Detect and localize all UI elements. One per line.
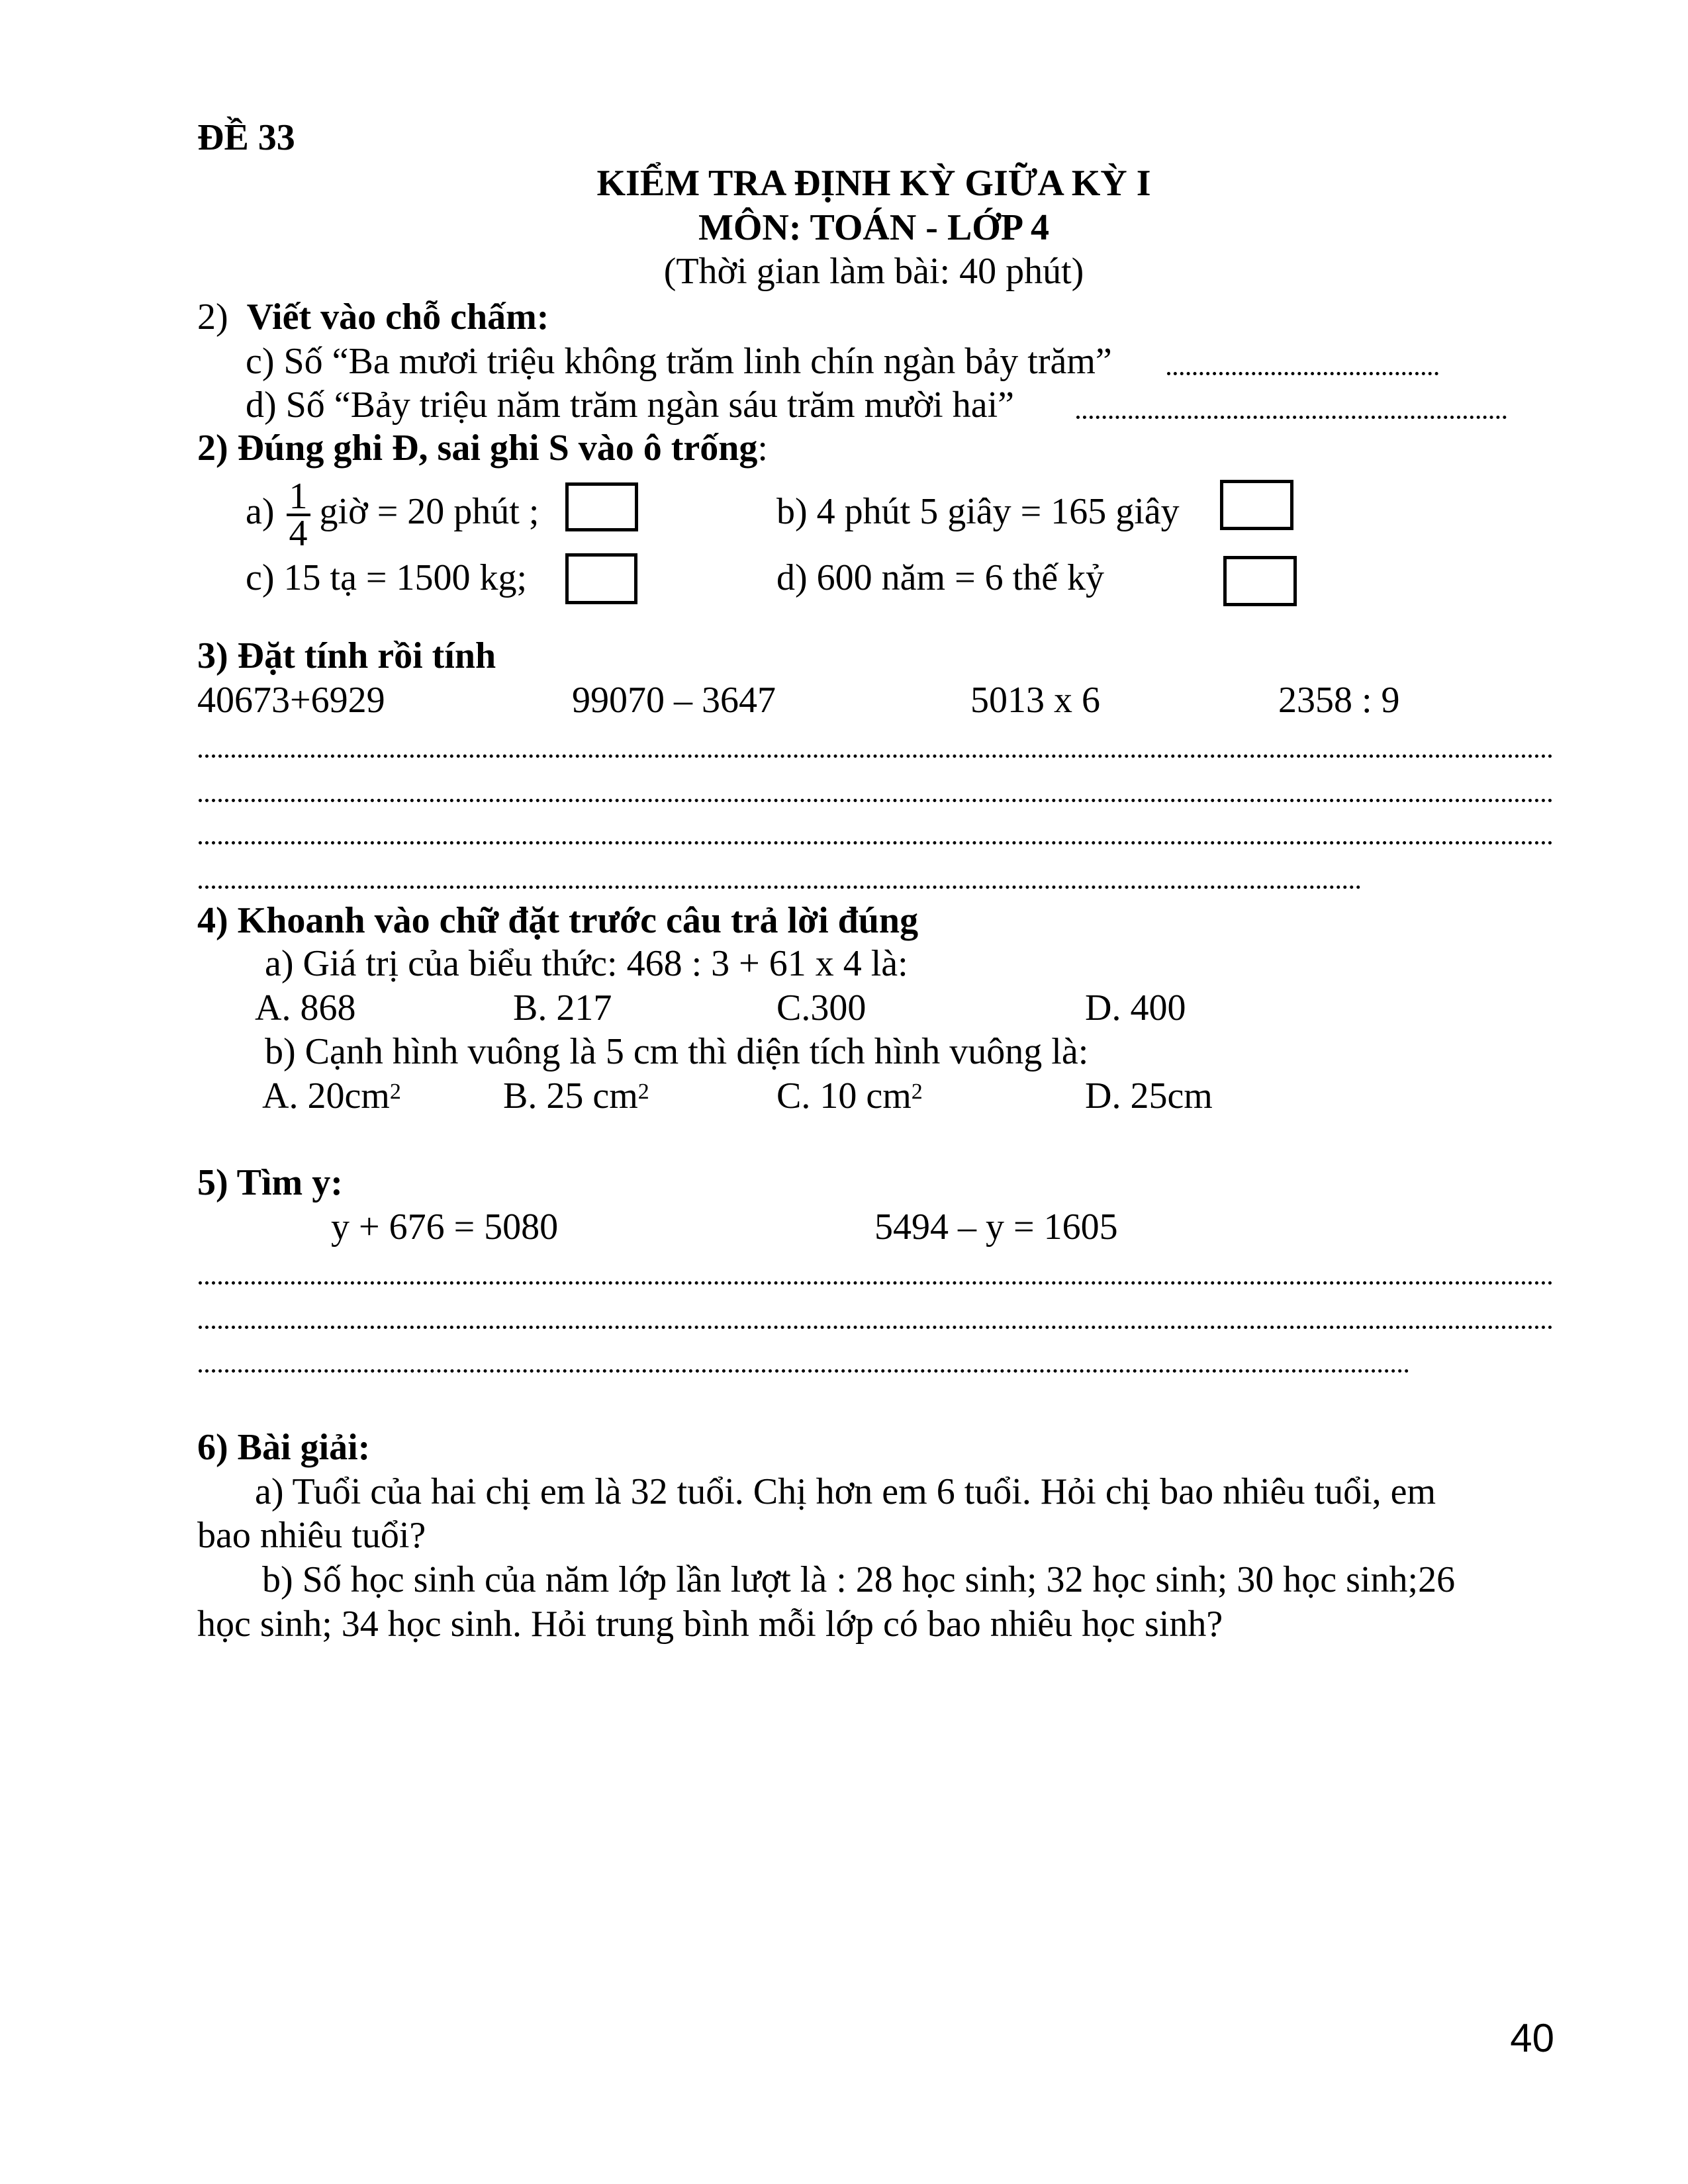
answer-box-b[interactable] <box>1220 480 1293 530</box>
q3-op-4: 2358 : 9 <box>1278 680 1400 721</box>
q5-equation-2: 5494 – y = 1605 <box>874 1206 1118 1248</box>
fraction <box>287 476 310 555</box>
exam-time: (Thời gian làm bài: 40 phút) <box>663 251 1084 292</box>
q2-item-c: c) 15 tạ = 1500 kg; <box>246 557 528 598</box>
answer-dots[interactable] <box>1076 416 1507 419</box>
q3-heading: 3) Đặt tính rồi tính <box>197 635 496 676</box>
q2-item-b: b) 4 phút 5 giây = 165 giây <box>776 491 1180 532</box>
superscript: 2 <box>637 1079 649 1104</box>
answer-dots[interactable] <box>199 1281 1553 1285</box>
q6-a-line-2: bao nhiêu tuổi? <box>197 1515 426 1556</box>
q1-heading <box>197 294 549 340</box>
exam-code: ĐỀ 33 <box>197 117 295 158</box>
q3-op-3: 5013 x 6 <box>970 680 1100 721</box>
page-number: 40 <box>1510 2016 1554 2060</box>
q4-b-option-d[interactable]: D. 25cm <box>1085 1075 1213 1116</box>
q4-a-option-c[interactable]: C.300 <box>776 987 867 1028</box>
q2-a-text: giờ = 20 phút ; <box>319 491 539 532</box>
q6-b-line-1: b) Số học sinh của năm lớp lần lượt là : 28 học sinh; 32 học sinh; 30 học sinh;26 <box>262 1559 1456 1600</box>
answer-dots[interactable] <box>199 799 1553 802</box>
q2-heading-text: 2) Đúng ghi Đ, sai ghi S vào ô trống <box>197 428 758 469</box>
answer-dots[interactable] <box>199 754 1553 758</box>
superscript: 2 <box>911 1079 923 1104</box>
q2-item-d: d) 600 năm = 6 thế kỷ <box>776 557 1105 598</box>
option-text: B. 25 cm <box>503 1075 638 1116</box>
q1-item-c: c) Số “Ba mươi triệu không trăm linh chín ngàn bảy trăm” <box>246 341 1112 382</box>
fraction-denominator: 4 <box>289 513 308 555</box>
exam-title: KIỂM TRA ĐỊNH KỲ GIỮA KỲ I <box>596 163 1151 204</box>
q4-b-option-a[interactable] <box>262 1073 401 1119</box>
q6-b-line-2: học sinh; 34 học sinh. Hỏi trung bình mỗi lớp có bao nhiêu học sinh? <box>197 1604 1223 1645</box>
answer-dots[interactable] <box>1167 372 1438 375</box>
option-text: C. 10 cm <box>776 1075 912 1116</box>
q4-heading: 4) Khoanh vào chữ đặt trước câu trả lời đúng <box>197 900 919 941</box>
q1-heading-text: Viết vào chỗ chấm: <box>246 296 549 338</box>
q2-item-a <box>246 475 539 555</box>
answer-dots[interactable] <box>199 1326 1553 1329</box>
q4-a-option-a[interactable]: A. 868 <box>255 987 356 1028</box>
q4-b-question: b) Cạnh hình vuông là 5 cm thì diện tích hình vuông là: <box>265 1031 1089 1072</box>
q2-heading-colon: : <box>757 428 768 469</box>
q1-number: 2) <box>197 296 228 338</box>
q4-a-option-b[interactable]: B. 217 <box>513 987 612 1028</box>
fraction-numerator: 1 <box>287 479 310 516</box>
q3-op-1: 40673+6929 <box>197 680 385 721</box>
answer-box-d[interactable] <box>1223 556 1297 606</box>
answer-dots[interactable] <box>199 841 1553 844</box>
q6-a-line-1: a) Tuổi của hai chị em là 32 tuổi. Chị hơn em 6 tuổi. Hỏi chị bao nhiêu tuổi, em <box>255 1471 1436 1512</box>
option-text: A. 20cm <box>262 1075 390 1116</box>
answer-dots[interactable] <box>199 886 1361 889</box>
q3-op-2: 99070 – 3647 <box>572 680 776 721</box>
q1-item-d: d) Số “Bảy triệu năm trăm ngàn sáu trăm mười hai” <box>246 385 1014 426</box>
q5-heading: 5) Tìm y: <box>197 1162 343 1203</box>
answer-box-a[interactable] <box>565 482 638 531</box>
q4-b-option-c[interactable] <box>776 1073 923 1119</box>
q2-a-prefix: a) <box>246 491 275 532</box>
q4-a-option-d[interactable]: D. 400 <box>1085 987 1186 1028</box>
q5-equation-1: y + 676 = 5080 <box>331 1206 559 1248</box>
q4-a-question: a) Giá trị của biểu thức: 468 : 3 + 61 x 4 là: <box>265 943 908 984</box>
exam-subject: MÔN: TOÁN - LỚP 4 <box>698 207 1049 248</box>
superscript: 2 <box>389 1079 401 1104</box>
q6-heading: 6) Bài giải: <box>197 1427 371 1468</box>
q2-heading <box>197 425 768 471</box>
answer-box-c[interactable] <box>565 553 637 604</box>
q4-b-option-b[interactable] <box>503 1073 649 1119</box>
answer-dots[interactable] <box>199 1369 1409 1373</box>
